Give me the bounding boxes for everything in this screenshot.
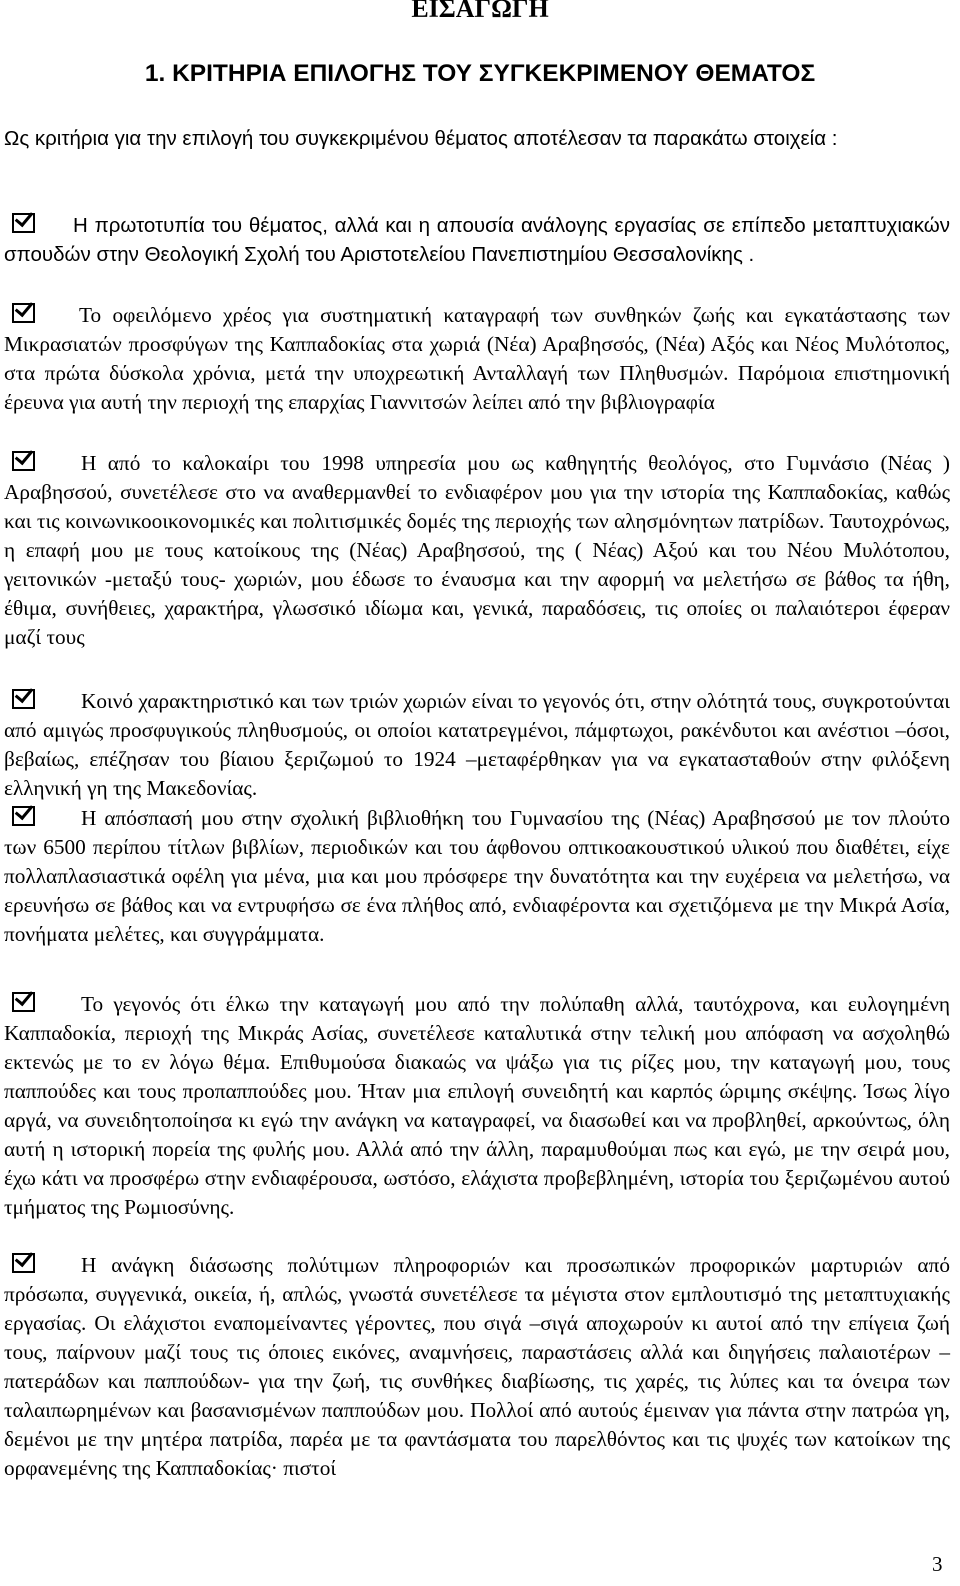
criterion-2-continuation: Παρόμοια επιστημονική έρευνα για αυτή την περιοχή της επαρχίας Γιαννιτσών λείπει από την βιβλιογραφία [4,361,950,414]
criterion-4 [4,687,950,803]
checkbox-checked-icon [12,1253,35,1273]
criterion-6 [4,990,950,1222]
criterion-1 [4,211,950,269]
criterion-3 [4,449,950,652]
criterion-5 [4,804,950,949]
checkbox-checked-icon [12,213,35,233]
section-heading: 1. ΚΡΙΤΗΡΙΑ ΕΠΙΛΟΓΗΣ ΤΟΥ ΣΥΓΚΕΚΡΙΜΕΝΟΥ ΘΕΜΑΤΟΣ [144,60,816,87]
criterion-7 [4,1251,950,1483]
intro-text: Ως κριτήρια για την επιλογή του συγκεκριμένου θέματος αποτέλεσαν τα παρακάτω στοιχεία : [4,127,838,150]
checkbox-checked-icon [12,806,35,826]
criterion-3-text: Η από το καλοκαίρι του 1998 υπηρεσία μου ως καθηγητής θεολόγος, στο Γυμνάσιο (Νέας ) Αραβησσού, συνετέλεσε στο να αναθερμανθεί το ενδιαφέρον μου για την ιστορία της Καππαδοκίας, καθώς και τις κοινωνικοοικονομικές και πολιτισμικές δομές της περιοχής των αλησμόνητων πατρίδων. Ταυτοχρόνως, η επαφή μου με τους κατοίκους της (Νέας) Αραβησσού, της ( Νέας) Αξού και του Νέου Μυλότοπου, γειτονικών -μεταξύ τους- χωριών, μου έδωσε το έναυσμα και την αφορμή να μελετήσω σε βάθος τα ήθη, έθιμα, συνήθειες, χαρακτήρα, γλωσσικό ιδίωμα και, γενικά, παραδόσεις, τις οποίες οι παλαιότεροι έφεραν μαζί τους [4,451,950,649]
criterion-1-text: Η πρωτοτυπία του θέματος, αλλά και η απουσία ανάλογης εργασίας σε επίπεδο μεταπτυχιακών σπουδών στην Θεολογική Σχολή του Αριστοτελείου Πανεπιστημίου Θεσσαλονίκης . [4,214,950,266]
checkbox-checked-icon [12,451,35,471]
criterion-4-text: Κοινό χαρακτηριστικό και των τριών χωριών είναι το γεγονός ότι, στην ολότητά τους, συγκροτούνται από αμιγώς προσφυγικούς πληθυσμούς, οι οποίοι κατατρεγμένοι, πάμφτωχοι, ρακένδυτοι και ανέστιοι –όσοι, βεβαίως, επέζησαν του βίαιου ξεριζωμού το 1924 –μεταφέρθηκαν για να εγκατασταθούν στην φιλόξενη ελληνική γη της Μακεδονίας. [4,689,950,800]
criterion-6-text: Το γεγονός ότι έλκω την καταγωγή μου από την πολύπαθη αλλά, ταυτόχρονα, και ευλογημένη Καππαδοκία, περιοχή της Μικράς Ασίας, συνετέλεσε καταλυτικά στην τελική μου απόφαση να ασχοληθώ εκτενώς με το εν λόγω θέμα. Επιθυμούσα διακαώς να ψάξω για τις ρίζες μου, την καταγωγή μου, τους παππούδες και τους προπαππούδες μου. Ήταν μια επιλογή συνειδητή και καρπός ώριμης σκέψης. Ίσως λίγο αργά, να συνειδητοποίησα κι εγώ την ανάγκη να καταγραφεί, να διασωθεί και να προβληθεί, αρκούντως, όλη αυτή η ιστορική πορεία της φυλής μου. Αλλά από την άλλη, παραμυθούμαι πως και εγώ, με την σειρά μου, έχω κάτι να προσφέρω στην ενδιαφέρουσα, ωστόσο, ελάχιστα προβεβλημένη, ιστορία του ξεριζωμένου αυτού τμήματος της Ρωμιοσύνης. [4,992,950,1219]
intro-paragraph [4,124,950,153]
document-title: ΕΙΣΑΓΩΓΗ [411,0,549,23]
checkbox-checked-icon [12,303,35,323]
criterion-5-text: Η απόσπασή μου στην σχολική βιβλιοθήκη του Γυμνασίου της (Νέας) Αραβησσού με τον πλούτο των 6500 περίπου τίτλων βιβλίων, περιοδικών και του άφθονου οπτικοακουστικού υλικού που διαθέτει, είχε πολλαπλασιαστικά οφέλη για μένα, μια και μου πρόσφερε την δυνατότητα και την ευχέρεια να μελετήσω, να ερευνήσω σε βάθος και να εντρυφήσω σε ένα πλήθος από, ενδιαφέροντα και σχετιζόμενα με την Μικρά Ασία, πονήματα μελέτες, και συγγράμματα. [4,806,950,946]
checkbox-checked-icon [12,992,35,1012]
criterion-2-text: Το οφειλόμενο χρέος για συστηματική καταγραφή των συνθηκών ζωής και εγκατάστασης των Μικρασιατών προσφύγων της Καππαδοκίας στα χωριά (Νέα) Αραβησσός, (Νέα) Αξός και Νέος Μυλότοπος, στα πρώτα δύσκολα χρόνια, μετά την υποχρεωτική Ανταλλαγή των Πληθυσμών. [4,303,950,385]
criterion-2 [4,301,950,417]
criterion-7-text: Η ανάγκη διάσωσης πολύτιμων πληροφοριών και προσωπικών προφορικών μαρτυριών από πρόσωπα, συγγενικά, οικεία, ή, απλώς, γνωστά συνετέλεσε τα μέγιστα στον εμπλουτισμό της μεταπτυχιακής εργασίας. Οι ελάχιστοι εναπομείναντες γέροντες, που σιγά –σιγά αποχωρούν κι αυτοί από την επίγεια ζωή τους, παίρνουν μαζί τους τις όποιες εικόνες, αναμνήσεις, παραστάσεις αλλά και διηγήσεις παλαιοτέρων –πατεράδων και παππούδων- για την ζωή, τις συνθήκες διαβίωσης, τις χαρές, τις λύπες και τα όνειρα των ταλαιπωρημένων και βασανισμένων παππούδων μου. Πολλοί από αυτούς έμειναν για πάντα στην πατρώα γη, δεμένοι με την μητέρα πατρίδα, παρέα με τα φαντάσματα του παρελθόντος και τις ψυχές των κατοίκων της ορφανεμένης της Καππαδοκίας· πιστοί [4,1253,950,1480]
checkbox-checked-icon [12,689,35,709]
page-number: 3 [932,1552,943,1576]
